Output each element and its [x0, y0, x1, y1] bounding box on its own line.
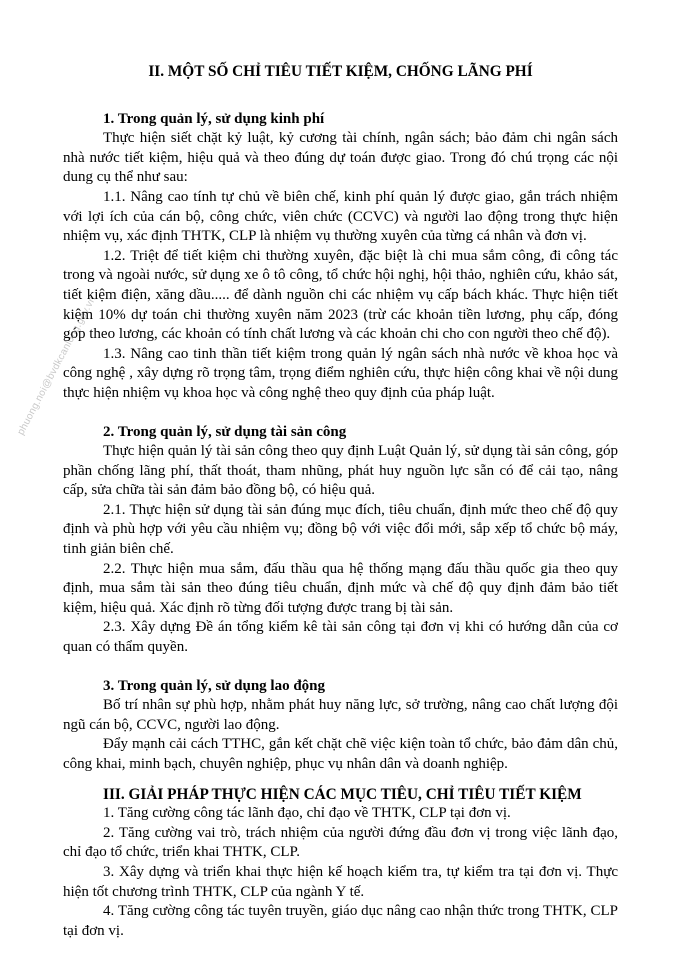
paragraph: 2.1. Thực hiện sử dụng tài sản đúng mục đích, tiêu chuẩn, định mức theo chế độ quy định và phù hợp với yêu cầu nhiệm vụ; đồng bộ với việc đổi mới, sắp xếp tổ chức bộ máy, tinh giản biên chế. [63, 501, 618, 558]
section-2-3-heading: 3. Trong quản lý, sử dụng lao động [103, 677, 326, 694]
paragraph: Thực hiện quản lý tài sản công theo quy định Luật Quản lý, sử dụng tài sản công, góp phần chống lãng phí, thất thoát, tham nhũng, phát huy nguồn lực sẵn có để cải tạo, nâng cấp, sửa chữa tài sản đảm bảo đồng bộ, có hiệu quả. [63, 443, 618, 499]
section-3-title: III. GIẢI PHÁP THỰC HIỆN CÁC MỤC TIÊU, CHỈ TIÊU TIẾT KIỆM [103, 785, 582, 803]
list-item: 1. Tăng cường công tác lãnh đạo, chỉ đạo về THTK, CLP tại đơn vị. [103, 805, 511, 822]
document-body [63, 62, 618, 941]
list-item: 4. Tăng cường công tác tuyên truyền, giáo dục nâng cao nhận thức trong THTK, CLP tại đơn vị. [63, 903, 618, 939]
paragraph: 2.3. Xây dựng Đề án tổng kiểm kê tài sản công tại đơn vị khi có hướng dẫn của cơ quan có thẩm quyền. [63, 619, 618, 656]
list-item: 2. Tăng cường vai trò, trách nhiệm của người đứng đầu đơn vị trong việc lãnh đạo, chỉ đạo tổ chức, triển khai THTK, CLP. [63, 824, 618, 861]
section-2-1-heading: 1. Trong quản lý, sử dụng kinh phí [103, 110, 325, 127]
list-item: 3. Xây dựng và triển khai thực hiện kế hoạch kiểm tra, tự kiểm tra tại đơn vị. Thực hiện tốt chương trình THTK, CLP của ngành Y tế. [63, 863, 618, 900]
paragraph: 1.3. Nâng cao tinh thần tiết kiệm trong quản lý ngân sách nhà nước về khoa học và công nghệ , xây dựng rõ trọng tâm, trọng điểm nghiên cứu, thực hiện công khai về nội dung thực hiện nhiệm vụ khoa học và công nghệ theo quy định của pháp luật. [63, 345, 618, 401]
paragraph: Thực hiện siết chặt kỷ luật, kỷ cương tài chính, ngân sách; bảo đảm chi ngân sách nhà nước tiết kiệm, hiệu quả và theo đúng dự toán được giao. Trong đó chú trọng các nội dung cụ thể như sau: [63, 130, 618, 186]
paragraph: 1.1. Nâng cao tính tự chủ về biên chế, kinh phí quản lý được giao, gắn trách nhiệm với lợi ích của cán bộ, công chức, viên chức (CCVC) và người lao động trong thực hiện nhiệm vụ, xác định THTK, CLP là nhiệm vụ thường xuyên của từng cá nhân và đơn vị. [63, 188, 618, 245]
paragraph: 2.2. Thực hiện mua sắm, đấu thầu qua hệ thống mạng đấu thầu quốc gia theo quy định, mua sắm tài sản theo đúng tiêu chuẩn, định mức và chế độ quy định đảm bảo tiết kiệm, hiệu quả. Xác định rõ từng đối tượng được trang bị tài sản. [63, 560, 618, 616]
section-2-2-heading: 2. Trong quản lý, sử dụng tài sản công [103, 423, 347, 440]
section-2-title: II. MỘT SỐ CHỈ TIÊU TIẾT KIỆM, CHỐNG LÃNG PHÍ [148, 63, 533, 80]
paragraph: Đẩy mạnh cải cách TTHC, gắn kết chặt chẽ việc kiện toàn tổ chức, bảo đảm dân chủ, công khai, minh bạch, chuyên nghiệp, phục vụ nhân dân và doanh nghiệp. [63, 736, 618, 772]
paragraph: 1.2. Triệt để tiết kiệm chi thường xuyên, đặc biệt là chi mua sắm công, đi công tác trong và ngoài nước, sử dụng xe ô tô công, tổ chức hội nghị, hội thảo, nghiên cứu, khảo sát, tiết kiệm điện, xăng dầu..... để dành nguồn chi các nhiệm vụ cấp bách khác. Thực hiện tiết kiệm 10% dự toán chi thường xuyên năm 2023 (trừ các khoản tiền lương, phụ cấp, đóng góp theo lương, các khoản có tính chất lương và các khoản chi cho con người theo chế độ). [63, 247, 618, 343]
paragraph: Bố trí nhân sự phù hợp, nhằm phát huy năng lực, sở trường, nâng cao chất lượng đội ngũ cán bộ, CCVC, người lao động. [63, 697, 618, 733]
watermark: phuong.noi@bvdkcanlong.gov.vn [15, 294, 99, 438]
